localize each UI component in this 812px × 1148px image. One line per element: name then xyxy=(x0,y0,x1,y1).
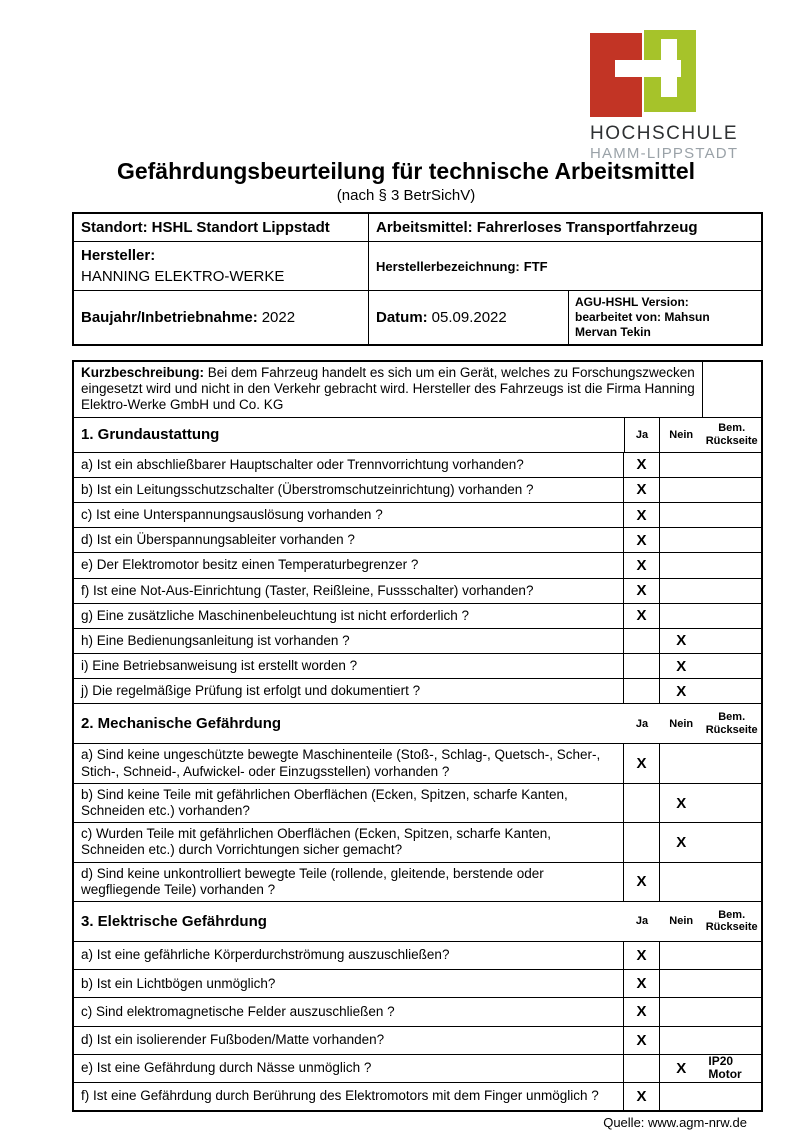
nein-bem-cell xyxy=(660,503,761,527)
bem-text-cell xyxy=(702,823,761,861)
section-title: 2. Mechanische Gefährdung xyxy=(81,715,282,733)
column-header-ja: Ja xyxy=(624,418,660,452)
ja-mark-cell xyxy=(624,784,660,822)
ja-mark: X xyxy=(636,456,647,474)
ja-mark: X xyxy=(636,1087,647,1105)
question-text: e) Ist eine Gefährdung durch Nässe unmöglich ? xyxy=(74,1055,624,1082)
table-row xyxy=(74,863,761,902)
ja-mark: X xyxy=(636,607,647,625)
column-header-group xyxy=(660,704,761,743)
datum-cell xyxy=(368,291,568,344)
bem-text-cell xyxy=(702,1055,761,1082)
table-row xyxy=(74,998,761,1026)
section-title: 3. Elektrische Gefährdung xyxy=(81,912,267,930)
nein-mark-cell xyxy=(660,784,702,822)
baujahr-label: Baujahr/Inbetriebnahme: xyxy=(81,309,258,326)
ja-mark-cell xyxy=(624,629,660,653)
nein-mark: X xyxy=(676,1059,687,1077)
ja-mark: X xyxy=(636,873,647,891)
nein-bem-cell xyxy=(660,654,761,678)
table-row xyxy=(74,1083,761,1110)
hersteller-cell xyxy=(74,242,368,290)
ja-mark: X xyxy=(636,582,647,600)
table-row xyxy=(74,784,761,823)
datum-value: 05.09.2022 xyxy=(431,309,507,326)
column-header-ja: Ja xyxy=(635,915,649,928)
ja-mark-cell xyxy=(624,453,660,477)
ja-mark-cell xyxy=(624,579,660,603)
nein-mark-cell xyxy=(660,478,702,502)
column-header-group xyxy=(660,902,761,941)
nein-mark: X xyxy=(676,794,687,812)
nein-mark-cell xyxy=(660,942,702,969)
table-row xyxy=(74,604,761,629)
ja-mark-cell xyxy=(624,1083,660,1110)
table-row xyxy=(74,823,761,862)
table-row xyxy=(74,1055,761,1083)
kurzbeschreibung-note-cell xyxy=(703,362,761,417)
arbeitsmittel-cell xyxy=(368,214,761,241)
ja-mark: X xyxy=(636,947,647,965)
nein-bem-cell xyxy=(660,679,761,703)
nein-bem-cell xyxy=(660,823,761,861)
table-row xyxy=(74,970,761,998)
nein-mark-cell xyxy=(660,998,702,1025)
bem-text: IP20 Motor xyxy=(708,1054,742,1082)
question-text: b) Sind keine Teile mit gefährlichen Oberflächen (Ecken, Spitzen, scharfe Kanten, Schneiden etc.) vorhanden? xyxy=(74,784,624,822)
bem-text-cell xyxy=(702,503,761,527)
nein-mark-cell xyxy=(660,604,702,628)
bem-text-cell xyxy=(702,528,761,552)
nein-mark-cell xyxy=(660,1055,702,1082)
nein-mark: X xyxy=(676,682,687,700)
question-text: f) Ist eine Gefährdung durch Berührung des Elektromotors mit dem Finger unmöglich ? xyxy=(74,1083,624,1110)
nein-bem-cell xyxy=(660,579,761,603)
nein-bem-cell xyxy=(660,784,761,822)
nein-mark-cell xyxy=(660,1027,702,1054)
column-header-nein: Nein xyxy=(669,428,694,441)
version-cell xyxy=(568,291,761,344)
ja-mark-cell xyxy=(624,1027,660,1054)
ja-mark: X xyxy=(636,1031,647,1049)
hersteller-value: HANNING ELEKTRO-WERKE xyxy=(81,268,285,285)
ja-mark-cell xyxy=(624,528,660,552)
bem-text-cell xyxy=(702,784,761,822)
nein-bem-cell xyxy=(660,1083,761,1110)
table-row xyxy=(74,478,761,503)
checklist-sections xyxy=(74,418,761,1111)
table-row xyxy=(74,679,761,704)
ja-mark-cell xyxy=(624,553,660,577)
ja-mark: X xyxy=(636,1003,647,1021)
bem-text-cell xyxy=(702,863,761,901)
nein-bem-cell xyxy=(660,604,761,628)
datum-label: Datum: xyxy=(376,309,428,326)
table-row xyxy=(74,453,761,478)
ja-mark-cell xyxy=(624,970,660,997)
question-text: c) Sind elektromagnetische Felder auszuschließen ? xyxy=(74,998,624,1025)
section-header xyxy=(74,418,761,453)
question-text: c) Ist eine Unterspannungsauslösung vorhanden ? xyxy=(74,503,624,527)
standort-cell xyxy=(74,214,368,241)
nein-mark: X xyxy=(676,833,687,851)
section-header xyxy=(74,704,761,744)
table-row xyxy=(74,553,761,578)
logo-text-hochschule: HOCHSCHULE xyxy=(590,123,739,144)
ja-mark-cell xyxy=(624,1055,660,1082)
table-row xyxy=(74,1027,761,1055)
column-header-nein: Nein xyxy=(669,915,694,928)
version-line2: bearbeitet von: Mahsun Mervan Tekin xyxy=(575,310,710,339)
kurzbeschreibung-text: Bei dem Fahrzeug handelt es sich um ein Gerät, welches zu Forschungszwecken eingesetzt wird und nicht in den Verkehr gebracht wird. Hersteller des Fahrzeugs ist die Firma Hanning Elektro-Werke GmbH und Co. KG xyxy=(81,365,695,413)
ja-mark-cell xyxy=(624,503,660,527)
nein-mark-cell xyxy=(660,453,702,477)
question-text: e) Der Elektromotor besitz einen Temperaturbegrenzer ? xyxy=(74,553,624,577)
info-row-3 xyxy=(74,290,761,344)
column-header-group xyxy=(660,418,761,452)
bem-text-cell xyxy=(702,453,761,477)
nein-bem-cell xyxy=(660,942,761,969)
table-row xyxy=(74,579,761,604)
question-text: b) Ist ein Lichtbögen unmöglich? xyxy=(74,970,624,997)
question-text: j) Die regelmäßige Prüfung ist erfolgt und dokumentiert ? xyxy=(74,679,624,703)
logo-cross-horizontal-icon xyxy=(615,60,681,77)
bem-text-cell xyxy=(702,679,761,703)
version-line1: AGU-HSHL Version: xyxy=(575,295,689,309)
bem-text-cell xyxy=(702,744,761,782)
baujahr-cell xyxy=(74,291,368,344)
info-row-2 xyxy=(74,241,761,290)
nein-mark-cell xyxy=(660,823,702,861)
nein-bem-cell xyxy=(660,553,761,577)
checklist-section xyxy=(74,418,761,705)
herstellerbezeichnung-label: Herstellerbezeichnung: xyxy=(376,258,520,274)
ja-mark: X xyxy=(636,506,647,524)
ja-mark-cell xyxy=(624,478,660,502)
ja-mark-cell xyxy=(624,604,660,628)
standort-label: Standort: xyxy=(81,219,148,236)
bem-text-cell xyxy=(702,1083,761,1110)
table-row xyxy=(74,744,761,783)
ja-mark: X xyxy=(636,975,647,993)
column-header-ja: Ja xyxy=(635,717,649,730)
checklist-section xyxy=(74,902,761,1110)
bem-text-cell xyxy=(702,629,761,653)
bem-text-cell xyxy=(702,942,761,969)
nein-mark-cell xyxy=(660,629,702,653)
kurzbeschreibung-label: Kurzbeschreibung: xyxy=(81,365,205,380)
nein-bem-cell xyxy=(660,629,761,653)
bem-text-cell xyxy=(702,998,761,1025)
question-text: b) Ist ein Leitungsschutzschalter (Überstromschutzeinrichtung) vorhanden ? xyxy=(74,478,624,502)
question-text: a) Sind keine ungeschützte bewegte Maschinenteile (Stoß-, Schlag-, Quetsch-, Scher-, Stich-, Schneid-, Aufwickel- oder Einzugsstellen) vorhanden ? xyxy=(74,744,624,782)
section-header xyxy=(74,902,761,942)
bem-text-cell xyxy=(702,478,761,502)
arbeitsmittel-label: Arbeitsmittel: xyxy=(376,219,473,236)
ja-mark: X xyxy=(636,556,647,574)
column-header-bem: Bem. Rückseite xyxy=(705,908,758,934)
hshl-logo xyxy=(590,30,740,162)
question-text: c) Wurden Teile mit gefährlichen Oberflächen (Ecken, Spitzen, scharfe Kanten, Schneiden etc.) durch Vorrichtungen sicher gemacht? xyxy=(74,823,624,861)
baujahr-value: 2022 xyxy=(261,309,296,326)
ja-mark-cell xyxy=(624,942,660,969)
nein-mark-cell xyxy=(660,1083,702,1110)
ja-mark-cell xyxy=(624,823,660,861)
ja-mark-cell xyxy=(624,744,660,782)
table-row xyxy=(74,528,761,553)
nein-bem-cell xyxy=(660,478,761,502)
nein-bem-cell xyxy=(660,863,761,901)
nein-bem-cell xyxy=(660,528,761,552)
table-row xyxy=(74,629,761,654)
herstellerbezeichnung-cell xyxy=(368,242,761,290)
info-row-1 xyxy=(74,214,761,241)
table-row xyxy=(74,654,761,679)
nein-mark-cell xyxy=(660,553,702,577)
page-title: Gefährdungsbeurteilung für technische Arbeitsmittel xyxy=(116,158,696,184)
page-subtitle: (nach § 3 BetrSichV) xyxy=(336,187,476,204)
kurzbeschreibung-row xyxy=(74,362,761,418)
question-text: d) Ist ein Überspannungsableiter vorhanden ? xyxy=(74,528,624,552)
section-rows xyxy=(74,942,761,1110)
section-rows xyxy=(74,453,761,705)
nein-bem-cell xyxy=(660,1027,761,1054)
question-text: a) Ist ein abschließbarer Hauptschalter oder Trennvorrichtung vorhanden? xyxy=(74,453,624,477)
nein-mark-cell xyxy=(660,744,702,782)
nein-mark: X xyxy=(676,632,687,650)
nein-mark-cell xyxy=(660,863,702,901)
ja-mark: X xyxy=(636,531,647,549)
question-text: i) Eine Betriebsanweisung ist erstellt worden ? xyxy=(74,654,624,678)
hersteller-label: Hersteller: xyxy=(81,247,156,264)
bem-text-cell xyxy=(702,654,761,678)
bem-text-cell xyxy=(702,1027,761,1054)
column-header-nein: Nein xyxy=(669,717,694,730)
logo-text-hamm-lippstadt: HAMM-LIPPSTADT xyxy=(590,145,739,162)
nein-bem-cell xyxy=(660,998,761,1025)
bem-text-cell xyxy=(702,970,761,997)
question-text: a) Ist eine gefährliche Körperdurchströmung auszuschließen? xyxy=(74,942,624,969)
question-text: d) Sind keine unkontrolliert bewegte Teile (rollende, gleitende, berstende oder wegfliegende Teile) vorhanden ? xyxy=(74,863,624,901)
ja-mark: X xyxy=(636,481,647,499)
ja-mark-cell xyxy=(624,679,660,703)
table-row xyxy=(74,942,761,970)
ja-mark-cell xyxy=(624,998,660,1025)
bem-text-cell xyxy=(702,579,761,603)
nein-mark-cell xyxy=(660,528,702,552)
column-header-bem: Bem. Rückseite xyxy=(705,421,758,447)
question-text: d) Ist ein isolierender Fußboden/Matte vorhanden? xyxy=(74,1027,624,1054)
ja-mark-cell xyxy=(624,863,660,901)
section-title: 1. Grundaustattung xyxy=(81,426,220,444)
standort-value: HSHL Standort Lippstadt xyxy=(151,219,330,236)
hshl-logo-icon xyxy=(590,30,696,118)
nein-bem-cell xyxy=(660,453,761,477)
bem-text-cell xyxy=(702,604,761,628)
info-table xyxy=(72,212,763,346)
kurzbeschreibung-cell xyxy=(74,362,703,417)
herstellerbezeichnung-value: FTF xyxy=(523,258,548,274)
source-note: Quelle: www.agm-nrw.de xyxy=(603,1115,747,1131)
bem-text-cell xyxy=(702,553,761,577)
question-text: h) Eine Bedienungsanleitung ist vorhanden ? xyxy=(74,629,624,653)
nein-mark-cell xyxy=(660,654,702,678)
nein-mark: X xyxy=(676,657,687,675)
section-rows xyxy=(74,744,761,902)
ja-mark-cell xyxy=(624,654,660,678)
nein-bem-cell xyxy=(660,1055,761,1082)
column-header-bem: Bem. Rückseite xyxy=(705,711,758,736)
checklist-section xyxy=(74,704,761,902)
nein-mark-cell xyxy=(660,579,702,603)
nein-mark-cell xyxy=(660,679,702,703)
nein-bem-cell xyxy=(660,744,761,782)
checklist-table xyxy=(72,360,763,1112)
ja-mark: X xyxy=(636,755,647,773)
question-text: f) Ist eine Not-Aus-Einrichtung (Taster, Reißleine, Fussschalter) vorhanden? xyxy=(74,579,624,603)
nein-bem-cell xyxy=(660,970,761,997)
table-row xyxy=(74,503,761,528)
nein-mark-cell xyxy=(660,970,702,997)
nein-mark-cell xyxy=(660,503,702,527)
arbeitsmittel-value: Fahrerloses Transportfahrzeug xyxy=(476,219,698,236)
question-text: g) Eine zusätzliche Maschinenbeleuchtung ist nicht erforderlich ? xyxy=(74,604,624,628)
